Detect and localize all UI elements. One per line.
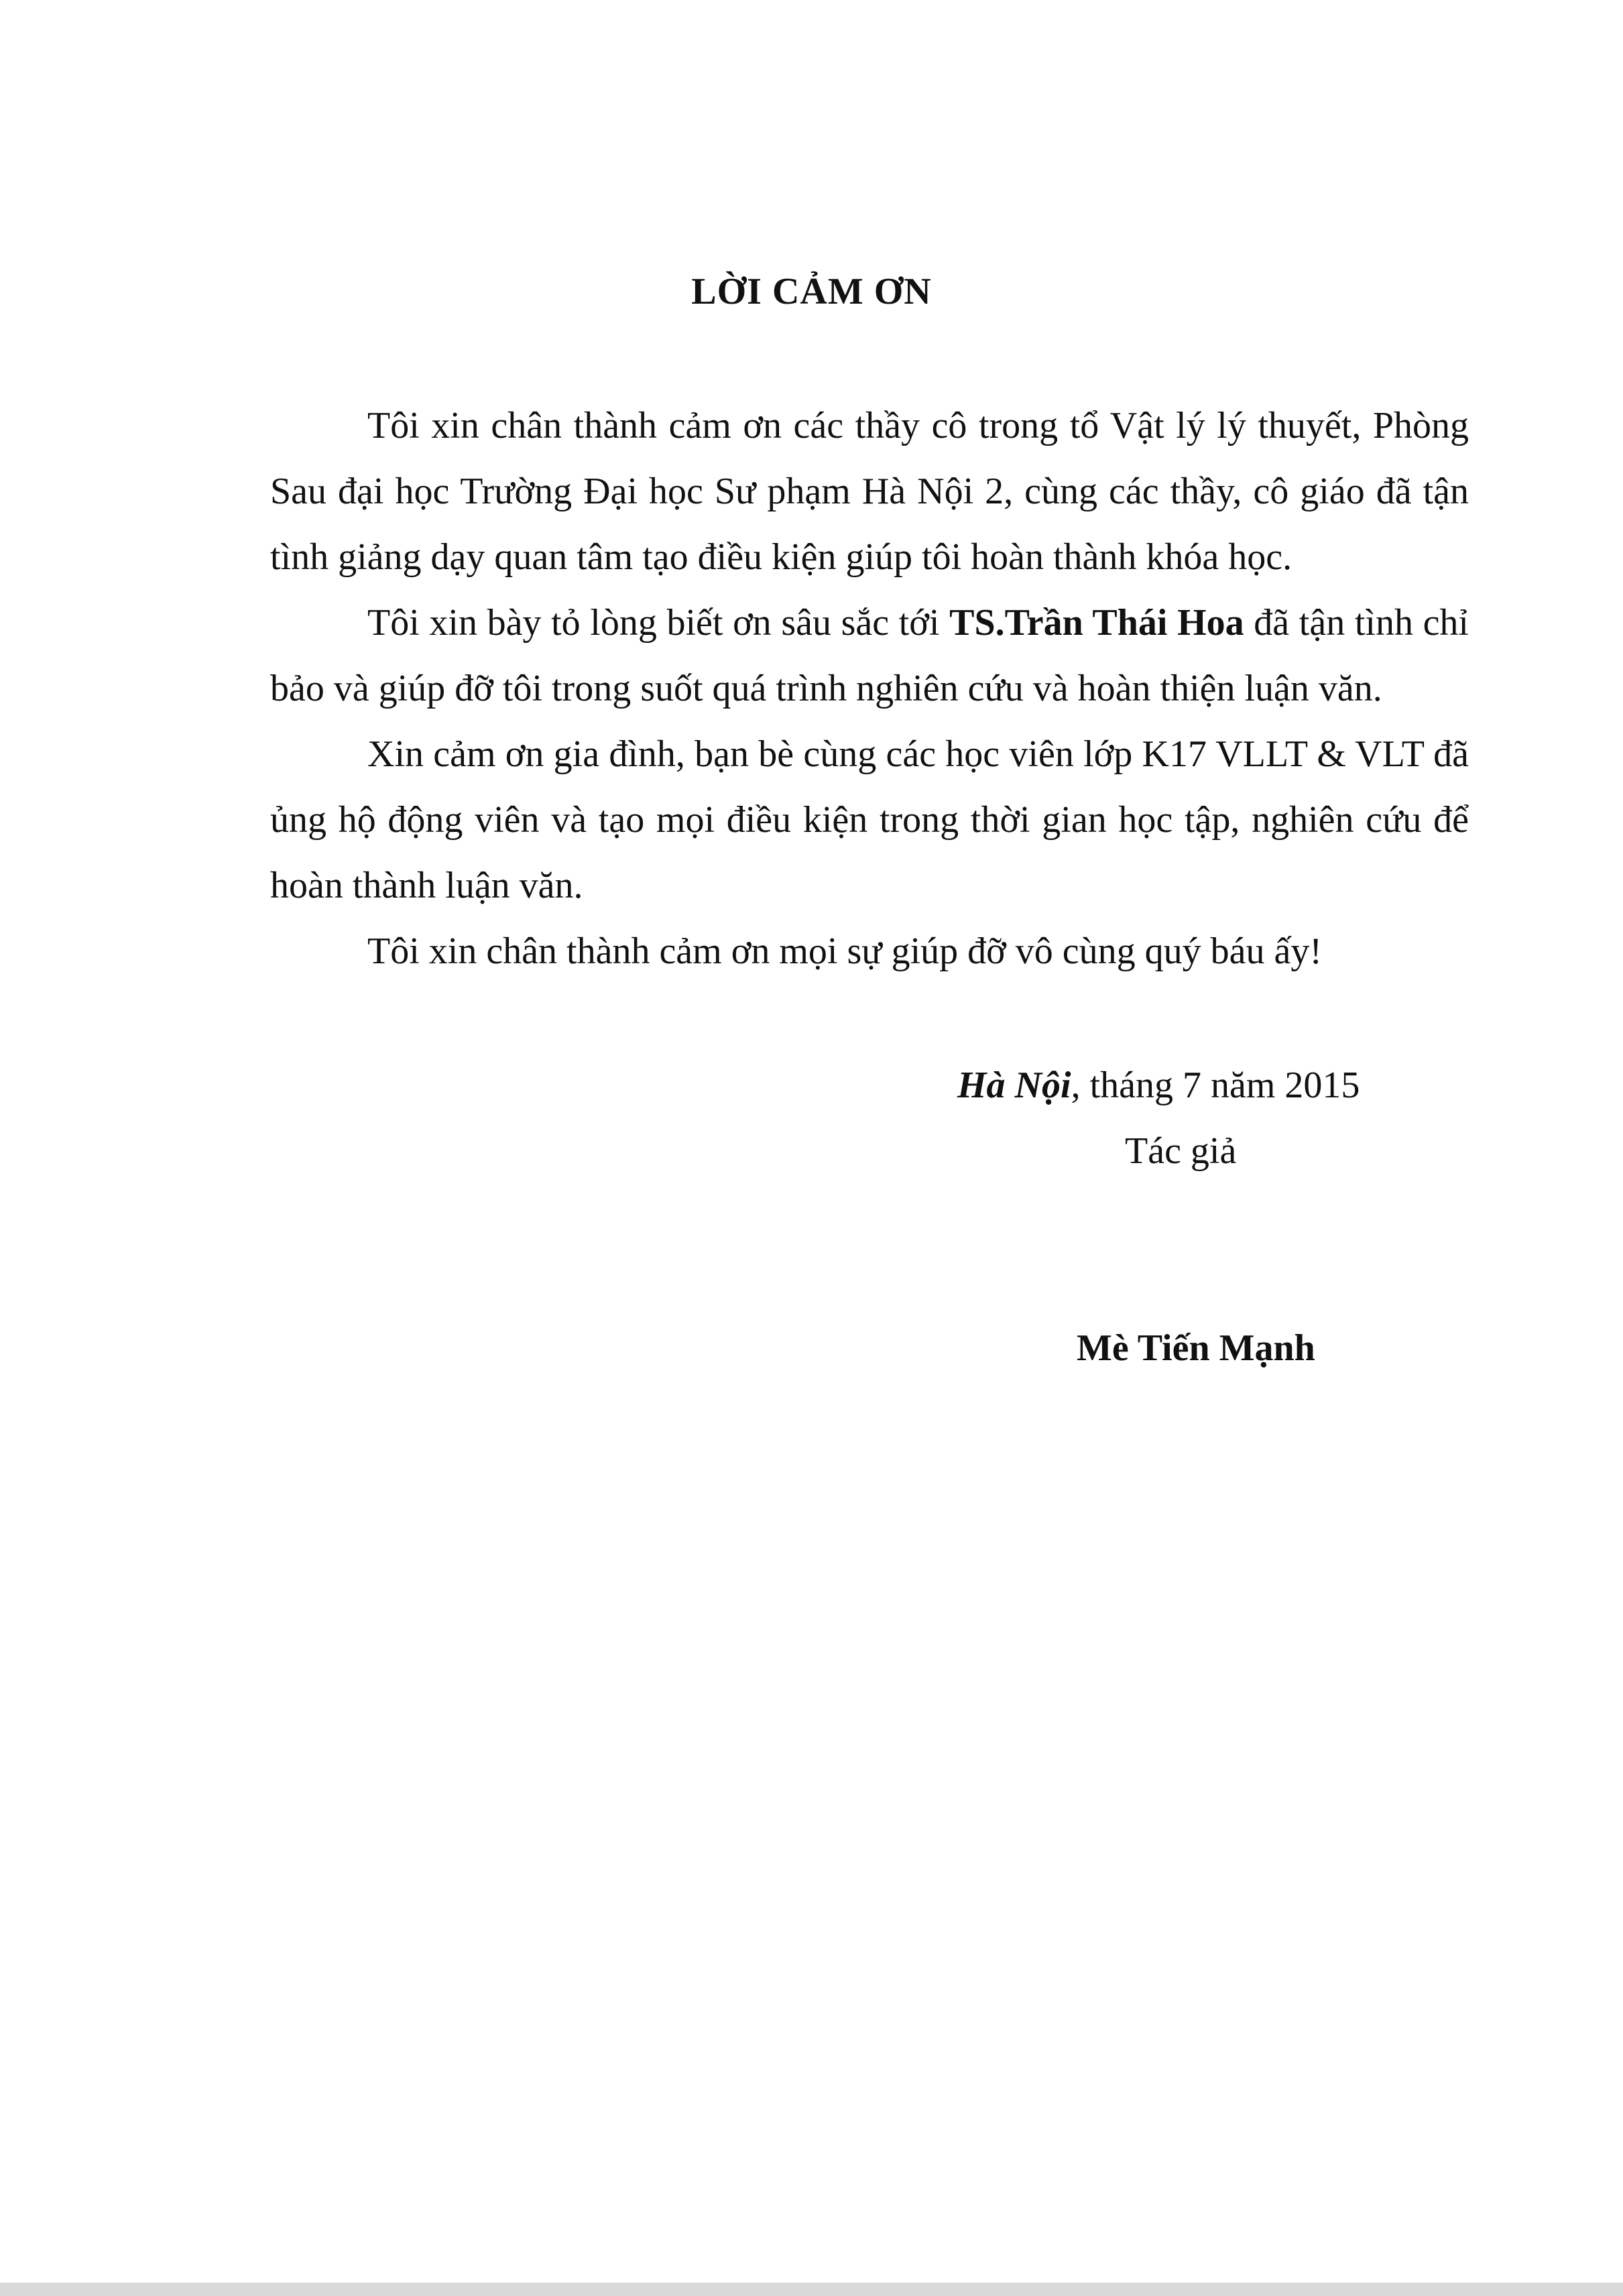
supervisor-name: TS.Trần Thái Hoa: [949, 602, 1244, 644]
paragraph-2: [270, 590, 1469, 721]
paragraph-3: [270, 721, 1469, 918]
paragraph-4-text: Tôi xin chân thành cảm ơn mọi sự giúp đỡ vô cùng quý báu ấy!: [367, 930, 1322, 972]
acknowledgement-body: [270, 393, 1469, 984]
place-date-line: [957, 1052, 1360, 1118]
author-name: Mè Tiến Mạnh: [1077, 1327, 1315, 1369]
paragraph-2-text-start: Tôi xin bày tỏ lòng biết ơn sâu sắc tới: [367, 602, 950, 644]
paragraph-1-text: Tôi xin chân thành cảm ơn các thầy cô trong tổ Vật lý lý thuyết, Phòng Sau đại học Trường Đại học Sư phạm Hà Nội 2, cùng các thầy, cô giáo đã tận tình giảng dạy quan tâm tạo điều kiện giúp tôi hoàn thành khóa học.: [270, 405, 1469, 578]
paragraph-1: [270, 393, 1469, 590]
paragraph-2-text-end: đã tận tình chỉ bảo và giúp đỡ tôi trong suốt quá trình nghiên cứu và hoàn thiện luận văn.: [270, 602, 1469, 709]
signature-place: Hà Nội: [957, 1065, 1071, 1106]
paragraph-4: [270, 918, 1469, 984]
paragraph-3-text: Xin cảm ơn gia đình, bạn bè cùng các học viên lớp K17 VLLT & VLT đã ủng hộ động viên và tạo mọi điều kiện trong thời gian học tập, nghiên cứu để hoàn thành luận văn.: [270, 733, 1469, 906]
page-title: LỜI CẢM ƠN: [691, 271, 932, 312]
author-label: Tác giả: [1125, 1130, 1237, 1172]
scan-bottom-edge: [0, 2283, 1623, 2296]
signature-date: , tháng 7 năm 2015: [1071, 1065, 1360, 1106]
